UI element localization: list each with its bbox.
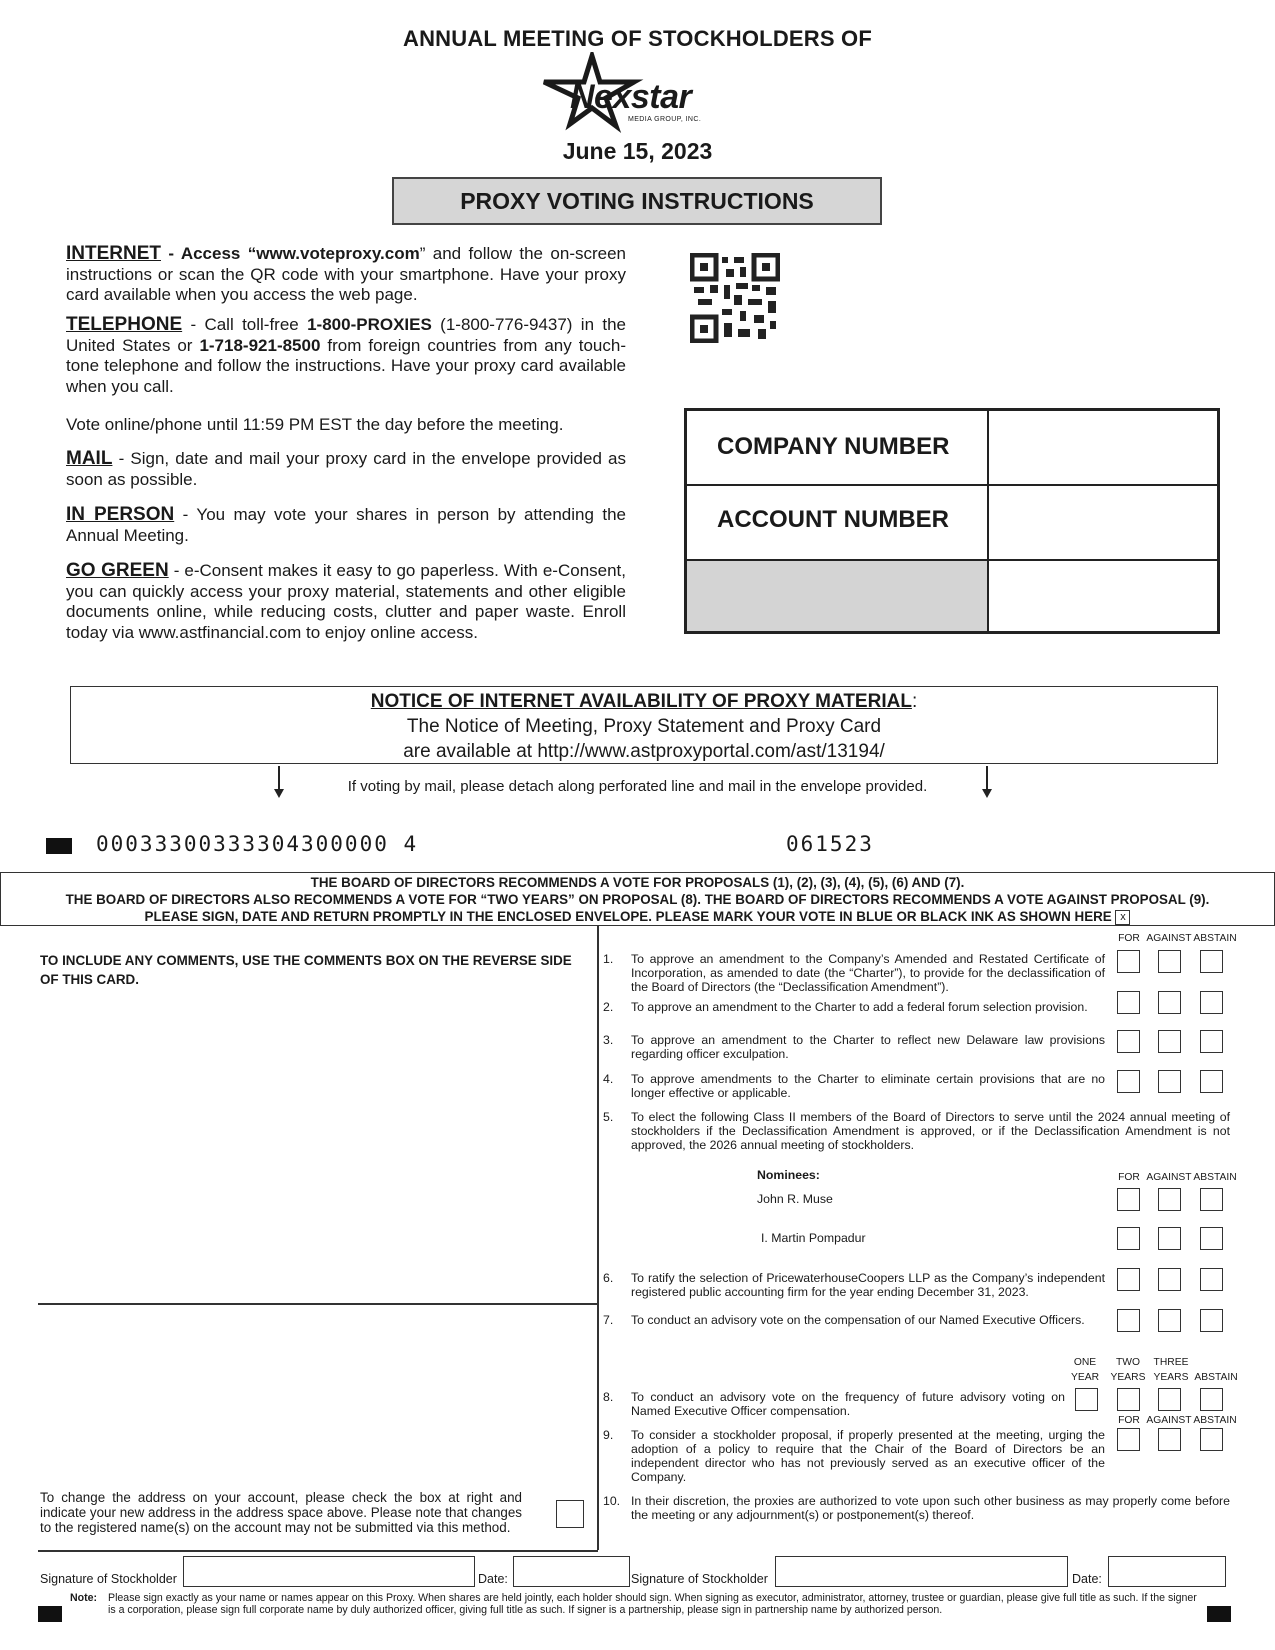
proposal-7: [605, 1313, 1105, 1327]
proposal-3: [605, 1033, 1105, 1061]
note-label: Note:: [70, 1592, 98, 1604]
proposal-6-against-checkbox[interactable]: [1158, 1268, 1181, 1291]
nominees-label: Nominees:: [757, 1168, 820, 1182]
col-three: THREE: [1153, 1357, 1189, 1368]
proposal-10-text: In their discretion, the proxies are authorized to vote upon such other business as may properly come before the meeting or any adjournment(s) or postponement(s) thereof.: [631, 1494, 1230, 1522]
notice-line-2[interactable]: are available at http://www.astproxyportal.com/ast/13194/: [403, 741, 885, 762]
telephone-key: TELEPHONE: [66, 314, 183, 335]
in-person-text: - You may vote your shares in person by attending the Annual Meeting.: [66, 505, 626, 545]
proposal-4-number: 4.: [603, 1072, 614, 1086]
registration-mark-bottom-left: [38, 1606, 62, 1622]
proposal-3-against-checkbox[interactable]: [1158, 1030, 1181, 1053]
internet-key: INTERNET: [66, 243, 161, 264]
date-label-2: Date:: [1072, 1572, 1102, 1586]
nominee-1-for-checkbox[interactable]: [1117, 1188, 1140, 1211]
proposal-7-text: To conduct an advisory vote on the compensation of our Named Executive Officers.: [631, 1313, 1085, 1327]
nominee-1-against-checkbox[interactable]: [1158, 1188, 1181, 1211]
proposal-7-abstain-checkbox[interactable]: [1200, 1309, 1223, 1332]
mail-text: - Sign, date and mail your proxy card in the envelope provided as soon as possible.: [66, 449, 626, 489]
column-divider: [597, 926, 599, 1550]
address-change-text: To change the address on your account, please check the box at right and indicate your new address in the address space above. Please note that changes to the registered name(s) on the account may not be submitted via this method.: [40, 1490, 522, 1535]
note-text: Please sign exactly as your name or names appear on this Proxy. When shares are held jointly, each holder should sign. When signing as executor, administrator, attorney, trustee or guardian, please give full title as such. If the signer is a corporation, please sign full corporate name by duly authorized officer, giving full title as such. If signer is a partnership, please sign in partnership name by authorized person.: [108, 1592, 1197, 1616]
mail-key: MAIL: [66, 448, 113, 469]
signature-field-1[interactable]: [183, 1556, 475, 1587]
proposal-2-against-checkbox[interactable]: [1158, 991, 1181, 1014]
proposal-8-number: 8.: [603, 1390, 614, 1404]
col-one: ONE: [1073, 1357, 1097, 1368]
telephone-text-c: from foreign countries from any touch-tone telephone and follow the instructions. Have your proxy card available when you call.: [66, 335, 626, 396]
detach-instruction: If voting by mail, please detach along perforated line and mail in the envelope provided.: [347, 778, 928, 795]
meeting-title: ANNUAL MEETING OF STOCKHOLDERS OF: [402, 26, 873, 51]
date-field-1[interactable]: [513, 1556, 630, 1587]
proposal-4-text: To approve amendments to the Charter to eliminate certain provisions that are no longer effective or applicable.: [631, 1072, 1105, 1100]
internet-text-b: ” and follow the on-screen instructions or scan the QR code with your smartphone. Have your proxy card available when you access the web page.: [66, 244, 626, 304]
col-for-nominees: FOR: [1118, 1172, 1140, 1183]
proposal-3-for-checkbox[interactable]: [1117, 1030, 1140, 1053]
in-person-key: IN PERSON: [66, 504, 175, 525]
proposal-7-number: 7.: [603, 1313, 614, 1327]
registration-mark: [46, 838, 72, 854]
ocr-code: 00033300333304300000 4: [96, 832, 419, 856]
signature-label-2: Signature of Stockholder: [631, 1572, 768, 1586]
col-against-p9: AGAINST: [1146, 1415, 1192, 1426]
proposal-8-abstain-checkbox[interactable]: [1200, 1388, 1223, 1411]
proposal-9-number: 9.: [603, 1428, 614, 1442]
company-number-label: COMPANY NUMBER: [717, 433, 950, 460]
sample-x-mark: x: [1115, 910, 1130, 925]
telephone-instruction: [66, 315, 626, 397]
board-line-2: THE BOARD OF DIRECTORS ALSO RECOMMENDS A VOTE FOR “TWO YEARS” ON PROPOSAL (8). THE BOARD OF DIRECTORS RECOMMENDS A VOTE AGAINST PROPOSAL (9).: [65, 892, 1210, 907]
proposal-1-abstain-checkbox[interactable]: [1200, 950, 1223, 973]
go-green-instruction: [66, 561, 626, 643]
signature-label-1: Signature of Stockholder: [40, 1572, 177, 1586]
col-two: TWO: [1115, 1357, 1141, 1368]
col-abstain-p9: ABSTAIN: [1193, 1415, 1237, 1426]
in-person-instruction: [66, 505, 626, 546]
left-bottom-divider: [38, 1550, 598, 1552]
proposal-5-text: To elect the following Class II members of the Board of Directors to serve until the 2024 annual meeting of stockholders if the Declassification Amendment is approved, or if the Declassification Amendment is not approved, the 2026 annual meeting of stockholders.: [631, 1110, 1230, 1152]
logo-subtitle: MEDIA GROUP, INC.: [628, 116, 702, 123]
col-two-years: YEARS: [1110, 1372, 1146, 1383]
proposal-1-text: To approve an amendment to the Company’s Amended and Restated Certificate of Incorporation, as amended to date (the “Charter”), to provide for the declassification of the Board of Directors (the “Declassification Amendment”).: [631, 952, 1105, 994]
internet-url[interactable]: www.voteproxy.com: [256, 244, 420, 263]
board-line-3: PLEASE SIGN, DATE AND RETURN PROMPTLY IN THE ENCLOSED ENVELOPE. PLEASE MARK YOUR VOTE IN BLUE OR BLACK INK AS SHOWN HERE: [144, 909, 1112, 924]
nominee-1: John R. Muse: [757, 1192, 833, 1206]
proposal-4-against-checkbox[interactable]: [1158, 1070, 1181, 1093]
nominee-2-against-checkbox[interactable]: [1158, 1227, 1181, 1250]
proposal-4-abstain-checkbox[interactable]: [1200, 1070, 1223, 1093]
proposal-8: [605, 1390, 1065, 1418]
proxy-voting-instructions-title: PROXY VOTING INSTRUCTIONS: [392, 177, 882, 225]
proposal-6-text: To ratify the selection of PricewaterhouseCoopers LLP as the Company’s independent registered public accounting firm for the year ending December 31, 2023.: [631, 1271, 1105, 1299]
proposal-6: [605, 1271, 1105, 1299]
meeting-date: June 15, 2023: [562, 138, 713, 164]
registration-mark-bottom-right: [1207, 1606, 1231, 1622]
proposal-6-number: 6.: [603, 1271, 614, 1285]
company-number-row: [687, 411, 1217, 486]
proposal-2: [605, 1000, 1105, 1014]
signature-field-2[interactable]: [775, 1556, 1068, 1587]
col-abstain-nominees: ABSTAIN: [1193, 1172, 1237, 1183]
notice-line-1: The Notice of Meeting, Proxy Statement and Proxy Card: [406, 716, 882, 737]
proposal-9: [605, 1428, 1105, 1484]
col-against: AGAINST: [1146, 933, 1192, 944]
telephone-text-b: (1-800-776-9437) in the United States or: [66, 315, 626, 355]
nominee-2-abstain-checkbox[interactable]: [1200, 1227, 1223, 1250]
telephone-number-1: 1-800-PROXIES: [307, 315, 432, 334]
proposal-9-abstain-checkbox[interactable]: [1200, 1428, 1223, 1451]
go-green-text: - e-Consent makes it easy to go paperless. With e-Consent, you can quickly access your proxy material, statements and other eligible documents online, while reducing costs, clutter and paper waste. Enroll today via www.astfinancial.com to enjoy online access.: [66, 561, 626, 642]
proposal-6-for-checkbox[interactable]: [1117, 1268, 1140, 1291]
proposal-1: [605, 952, 1105, 994]
proposal-7-for-checkbox[interactable]: [1117, 1309, 1140, 1332]
proposal-8-two-years-checkbox[interactable]: [1117, 1388, 1140, 1411]
proposal-2-number: 2.: [603, 1000, 614, 1014]
proposal-10-number: 10.: [603, 1494, 621, 1508]
logo-name: Nexstar: [570, 78, 692, 116]
proposal-1-for-checkbox[interactable]: [1117, 950, 1140, 973]
proposal-2-abstain-checkbox[interactable]: [1200, 991, 1223, 1014]
proposal-3-number: 3.: [603, 1033, 614, 1047]
proposal-2-text: To approve an amendment to the Charter to add a federal forum selection provision.: [631, 1000, 1088, 1014]
col-abstain: ABSTAIN: [1193, 933, 1237, 944]
proposal-4-for-checkbox[interactable]: [1117, 1070, 1140, 1093]
proposal-1-against-checkbox[interactable]: [1158, 950, 1181, 973]
go-green-key: GO GREEN: [66, 560, 169, 581]
proposal-9-text: To consider a stockholder proposal, if properly presented at the meeting, urging the adoption of a policy to require that the Chair of the Board of Directors be an independent director who has not previously served as an executive officer of the Company.: [631, 1428, 1105, 1484]
company-account-number-box: [684, 408, 1220, 634]
proposal-8-three-years-checkbox[interactable]: [1158, 1388, 1181, 1411]
internet-availability-notice: [70, 686, 1218, 764]
col-abstain-frequency: ABSTAIN: [1194, 1372, 1238, 1383]
proposal-1-number: 1.: [603, 952, 614, 966]
nexstar-logo: [530, 52, 720, 134]
comments-instruction: TO INCLUDE ANY COMMENTS, USE THE COMMENTS BOX ON THE REVERSE SIDE OF THIS CARD.: [40, 953, 572, 987]
telephone-number-2: 1-718-921-8500: [199, 335, 321, 355]
left-section-divider: [38, 1303, 598, 1305]
number-box-divider: [987, 411, 989, 631]
proposal-7-against-checkbox[interactable]: [1158, 1309, 1181, 1332]
nominee-2: I. Martin Pompadur: [761, 1231, 866, 1245]
board-recommendation: [0, 872, 1275, 926]
internet-text-a: - Access “: [161, 244, 257, 263]
ocr-date-code: 061523: [786, 832, 874, 856]
proposal-9-for-checkbox[interactable]: [1117, 1428, 1140, 1451]
internet-instruction: [66, 244, 626, 306]
col-against-nominees: AGAINST: [1146, 1172, 1192, 1183]
proposal-5: [605, 1110, 1230, 1152]
proposal-10: [605, 1494, 1230, 1522]
account-number-row: [687, 486, 1217, 561]
proposal-3-text: To approve an amendment to the Charter to reflect new Delaware law provisions regarding officer exculpation.: [631, 1033, 1105, 1061]
date-field-2[interactable]: [1108, 1556, 1226, 1587]
vote-until-text: Vote online/phone until 11:59 PM EST the day before the meeting.: [66, 415, 564, 434]
notice-title: NOTICE OF INTERNET AVAILABILITY OF PROXY MATERIAL: [370, 691, 912, 712]
account-number-label: ACCOUNT NUMBER: [717, 506, 949, 533]
proposal-6-abstain-checkbox[interactable]: [1200, 1268, 1223, 1291]
telephone-text-a: - Call toll-free: [182, 315, 308, 334]
proposal-4: [605, 1072, 1105, 1100]
shaded-cell: [687, 561, 987, 631]
proposal-8-one-year-checkbox[interactable]: [1075, 1388, 1098, 1411]
col-for: FOR: [1118, 933, 1140, 944]
date-label-1: Date:: [478, 1572, 508, 1586]
board-line-1: THE BOARD OF DIRECTORS RECOMMENDS A VOTE FOR PROPOSALS (1), (2), (3), (4), (5), (6) AND (7).: [310, 875, 965, 890]
proposal-9-against-checkbox[interactable]: [1158, 1428, 1181, 1451]
mail-instruction: [66, 449, 626, 490]
nominee-1-abstain-checkbox[interactable]: [1200, 1188, 1223, 1211]
proposal-8-text: To conduct an advisory vote on the frequency of future advisory voting on Named Executive Officer compensation.: [631, 1390, 1065, 1418]
proposal-2-for-checkbox[interactable]: [1117, 991, 1140, 1014]
col-three-years: YEARS: [1153, 1372, 1189, 1383]
notice-colon: :: [911, 691, 918, 712]
col-for-p9: FOR: [1118, 1415, 1140, 1426]
col-one-year: YEAR: [1070, 1372, 1100, 1383]
proposal-5-number: 5.: [603, 1110, 614, 1124]
proposal-3-abstain-checkbox[interactable]: [1200, 1030, 1223, 1053]
qr-code-icon[interactable]: [690, 253, 780, 343]
address-change-checkbox[interactable]: [556, 1500, 584, 1528]
nominee-2-for-checkbox[interactable]: [1117, 1227, 1140, 1250]
